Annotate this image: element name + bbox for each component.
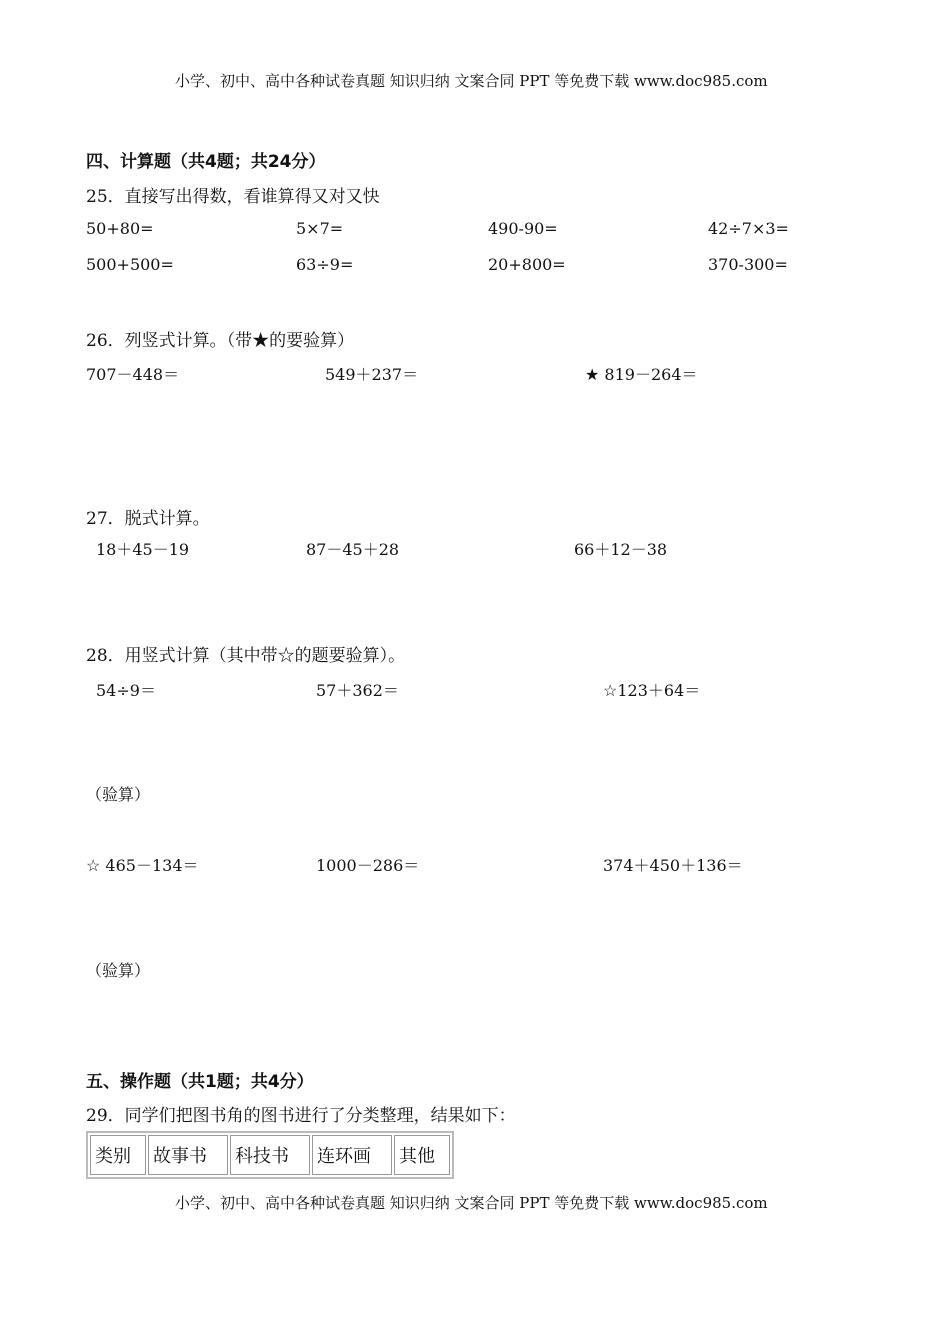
q28-check-label: （验算） [86, 961, 151, 980]
question-25-title: 25．直接写出得数，看谁算得又对又快 [86, 187, 380, 207]
table-cell: 科技书 [230, 1135, 310, 1175]
q27-expr: 66＋12－38 [574, 540, 668, 559]
table-cell: 故事书 [148, 1135, 228, 1175]
section-4-title: 四、计算题（共4题；共24分） [86, 152, 326, 172]
q26-expr: ★ 819－264＝ [585, 365, 698, 384]
q27-expr: 18＋45－19 [96, 540, 190, 559]
q26-expr: 549＋237＝ [325, 365, 419, 384]
q25-expr: 20+800= [488, 255, 566, 274]
question-26-title: 26．列竖式计算。（带★的要验算） [86, 331, 355, 351]
q28-expr: 374＋450＋136＝ [603, 856, 743, 875]
table-cell: 其他 [394, 1135, 450, 1175]
q28-expr: 54÷9＝ [96, 681, 156, 700]
q25-expr: 50+80= [86, 219, 154, 238]
table-row [90, 1135, 450, 1175]
q28-expr: 1000－286＝ [316, 856, 420, 875]
q25-expr: 42÷7×3= [708, 219, 789, 238]
q28-expr: ☆123＋64＝ [603, 681, 701, 700]
q25-expr: 500+500= [86, 255, 174, 274]
q28-expr: ☆ 465－134＝ [86, 856, 199, 875]
q25-expr: 370-300= [708, 255, 788, 274]
q25-expr: 63÷9= [296, 255, 354, 274]
question-29-title: 29．同学们把图书角的图书进行了分类整理，结果如下： [86, 1106, 516, 1126]
q27-expr: 87－45＋28 [306, 540, 400, 559]
q28-check-label: （验算） [86, 785, 151, 804]
q25-expr: 490-90= [488, 219, 558, 238]
page-footer: 小学、初中、高中各种试卷真题 知识归纳 文案合同 PPT 等免费下载 www.doc985.com [175, 1194, 768, 1212]
q28-expr: 57＋362＝ [316, 681, 399, 700]
q26-expr: 707－448＝ [86, 365, 180, 384]
table-cell: 连环画 [312, 1135, 392, 1175]
category-table [86, 1131, 454, 1179]
q25-expr: 5×7= [296, 219, 344, 238]
question-28-title: 28．用竖式计算（其中带☆的题要验算）。 [86, 646, 406, 666]
question-27-title: 27．脱式计算。 [86, 509, 210, 529]
table-cell: 类别 [90, 1135, 146, 1175]
section-5-title: 五、操作题（共1题；共4分） [86, 1072, 314, 1092]
page-header: 小学、初中、高中各种试卷真题 知识归纳 文案合同 PPT 等免费下载 www.doc985.com [175, 72, 768, 90]
